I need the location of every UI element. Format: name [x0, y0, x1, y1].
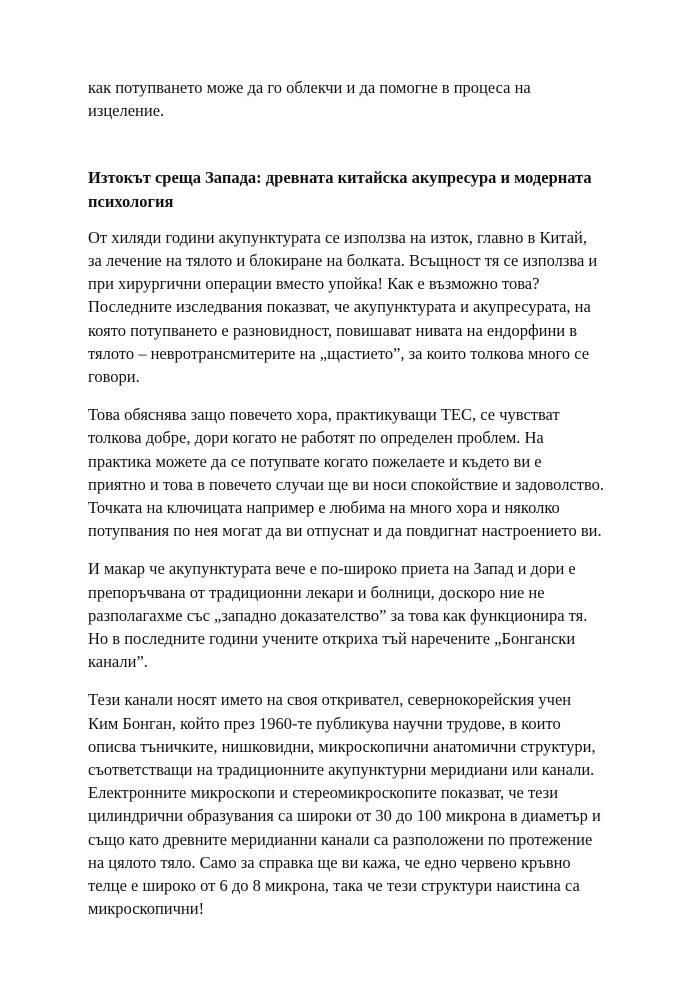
text-line: описва тъничките, нишковидни, микроскопични анатомични структури, — [88, 736, 596, 756]
text-line: приятно и това в повечето случаи ще ви носи спокойствие и задоволство. — [88, 474, 605, 494]
text-line: цилиндрични образувания са широки от 30 до 100 микрона в диаметър и — [88, 806, 601, 826]
text-line: изцеление. — [88, 101, 165, 121]
section-heading — [88, 166, 628, 212]
text-line: при хирургични операции вместо упойка! Как е възможно това? — [88, 274, 540, 294]
text-line: препоръчвана от традиционни лекари и болници, доскоро ние не — [88, 582, 545, 602]
heading-line: Изтокът среща Запада: древната китайска акупресура и модерната — [88, 168, 592, 188]
text-line: толкова добре, дори когато не работят по определен проблем. На — [88, 428, 544, 448]
text-line: също като древните меридианни канали са разположени по протежение — [88, 829, 593, 849]
text-line: съответстващи на традиционните акупунктурни меридиани или канали. — [88, 760, 595, 780]
document-page — [88, 76, 628, 921]
heading-line: психология — [88, 191, 174, 211]
text-line: Тези канали носят името на своя откривател, севернокорейския учен — [88, 690, 572, 710]
text-line: Това обяснява защо повечето хора, практикуващи ТЕС, се чувстват — [88, 405, 560, 425]
intro-paragraph — [88, 76, 628, 122]
body-paragraph-3 — [88, 557, 628, 673]
text-line: разполагахме със „западно доказателство” за това как функционира тя. — [88, 605, 588, 625]
text-line: Последните изследвания показват, че акупунктурата и акупресурата, на — [88, 297, 591, 317]
text-line: Точката на ключицата например е любима на много хора и няколко — [88, 498, 560, 518]
text-line: за лечение на тялото и блокиране на болката. Всъщност тя се използва и — [88, 251, 598, 271]
text-line: Електронните микроскопи и стереомикроскопите показват, че тези — [88, 783, 559, 803]
body-paragraph-2 — [88, 403, 628, 542]
text-line: Ким Бонган, който през 1960-те публикува научни трудове, в които — [88, 713, 561, 733]
text-line: Но в последните години учените откриха тъй наречените „Бонгански — [88, 629, 576, 649]
text-line: тялото – невротрансмитерите на „щастието”, за които толкова много се — [88, 343, 590, 363]
text-line: микроскопични! — [88, 899, 205, 919]
text-line: на цялото тяло. Само за справка ще ви кажа, че едно червено кръвно — [88, 852, 571, 872]
body-paragraph-1 — [88, 226, 628, 388]
text-line: практика можете да се потупвате когато пожелаете и където ви е — [88, 451, 542, 471]
text-line: която потупването е разновидност, повишават нивата на ендорфини в — [88, 320, 578, 340]
text-line: И макар че акупунктурата вече е по-широко приета на Запад и дори е — [88, 559, 576, 579]
text-line: как потупването може да го облекчи и да помогне в процеса на — [88, 78, 531, 97]
text-line: говори. — [88, 367, 140, 387]
text-line: телце е широко от 6 до 8 микрона, така че тези структури наистина са — [88, 876, 580, 896]
body-paragraph-4 — [88, 688, 628, 920]
text-line: потупвания по нея могат да ви отпуснат и да повдигнат настроението ви. — [88, 521, 602, 541]
text-line: От хиляди години акупунктурата се използва на изток, главно в Китай, — [88, 227, 587, 247]
text-line: канали”. — [88, 652, 148, 672]
